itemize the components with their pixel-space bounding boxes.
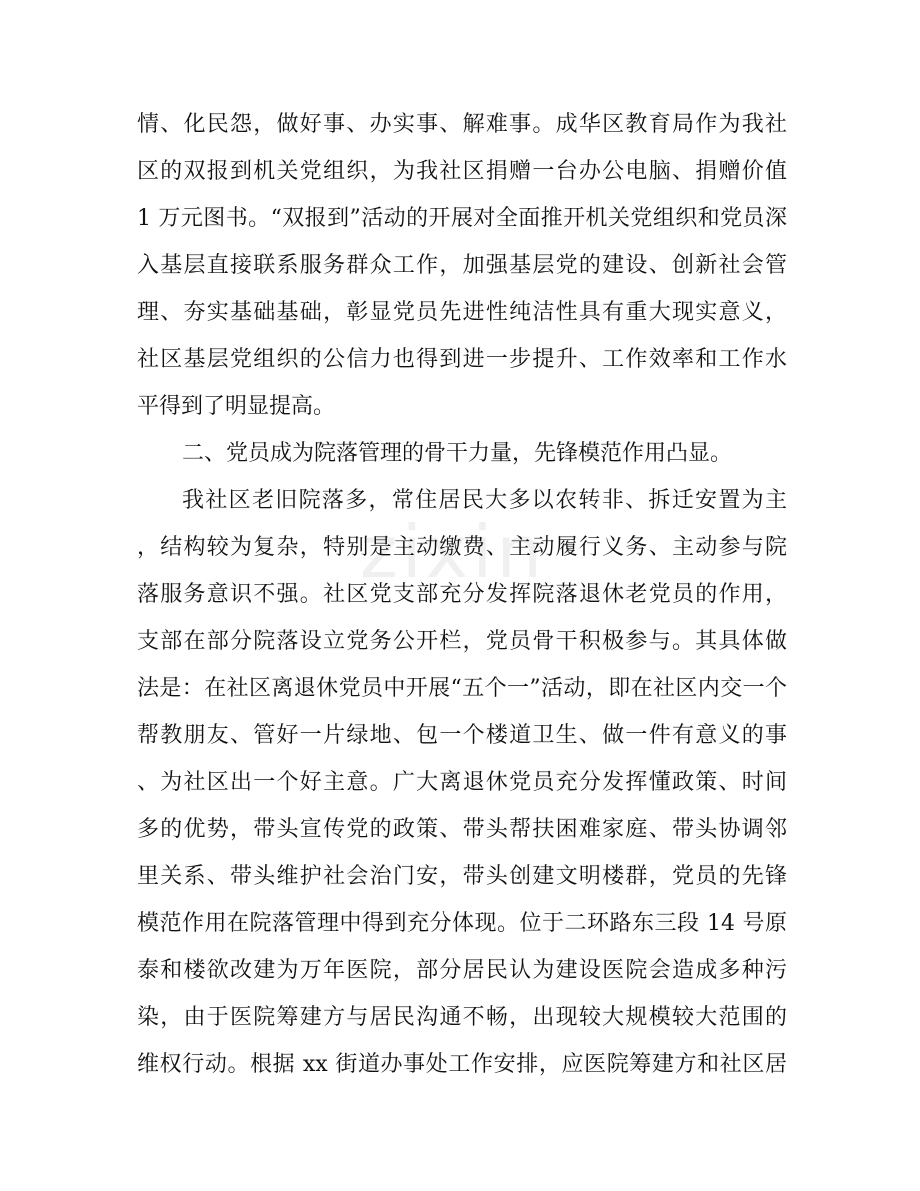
paragraph-2-line: 染，由于医院筹建方与居民沟通不畅，出现较大规模较大范围的 [137,1005,787,1030]
paragraph-2-line: 维权行动。根据 xx 街道办事处工作安排，应医院筹建方和社区居 [137,1052,787,1077]
paragraph-2-line: 帮教朋友、管好一片绿地、包一个楼道卫生、做一件有意义的事 [137,723,787,748]
section-heading: 二、党员成为院落管理的骨干力量，先锋模范作用凸显。 [182,441,733,466]
paragraph-1-line: 平得到了明显提高。 [137,394,336,419]
paragraph-2-line: ，结构较为复杂，特别是主动缴费、主动履行义务、主动参与院 [137,535,787,560]
paragraph-2-line: 我社区老旧院落多，常住居民大多以农转非、拆迁安置为主 [182,488,787,513]
paragraph-2-line: 泰和楼欲改建为万年医院，部分居民认为建设医院会造成多种污 [137,958,787,983]
paragraph-2-line: 多的优势，带头宣传党的政策、带头帮扶困难家庭、带头协调邻 [137,817,787,842]
paragraph-2-line: 、为社区出一个好主意。广大离退休党员充分发挥懂政策、时间 [137,770,787,795]
paragraph-2-line: 支部在部分院落设立党务公开栏，党员骨干积极参与。其具体做 [137,629,787,654]
paragraph-2-line: 里关系、带头维护社会治门安，带头创建文明楼群，党员的先锋 [137,864,787,889]
paragraph-2-line: 落服务意识不强。社区党支部充分发挥院落退休老党员的作用， [137,582,787,607]
paragraph-2-line: 法是：在社区离退休党员中开展“五个一”活动，即在社区内交一个 [137,676,787,701]
paragraph-1-line: 理、夯实基础基础，彰显党员先进性纯洁性具有重大现实意义， [137,300,787,325]
paragraph-1-line: 情、化民怨，做好事、办实事、解难事。成华区教育局作为我社 [137,112,787,137]
paragraph-1-line: 入基层直接联系服务群众工作，加强基层党的建设、创新社会管 [137,253,787,278]
watermark: zixin [360,510,547,594]
paragraph-1-line: 区的双报到机关党组织，为我社区捐赠一台办公电脑、捐赠价值 [137,159,787,184]
paragraph-1-line: 社区基层党组织的公信力也得到进一步提升、工作效率和工作水 [137,347,787,372]
paragraph-1-line: 1 万元图书。“双报到”活动的开展对全面推开机关党组织和党员深 [137,206,787,231]
paragraph-2-line: 模范作用在院落管理中得到充分体现。位于二环路东三段 14 号原 [137,911,787,936]
